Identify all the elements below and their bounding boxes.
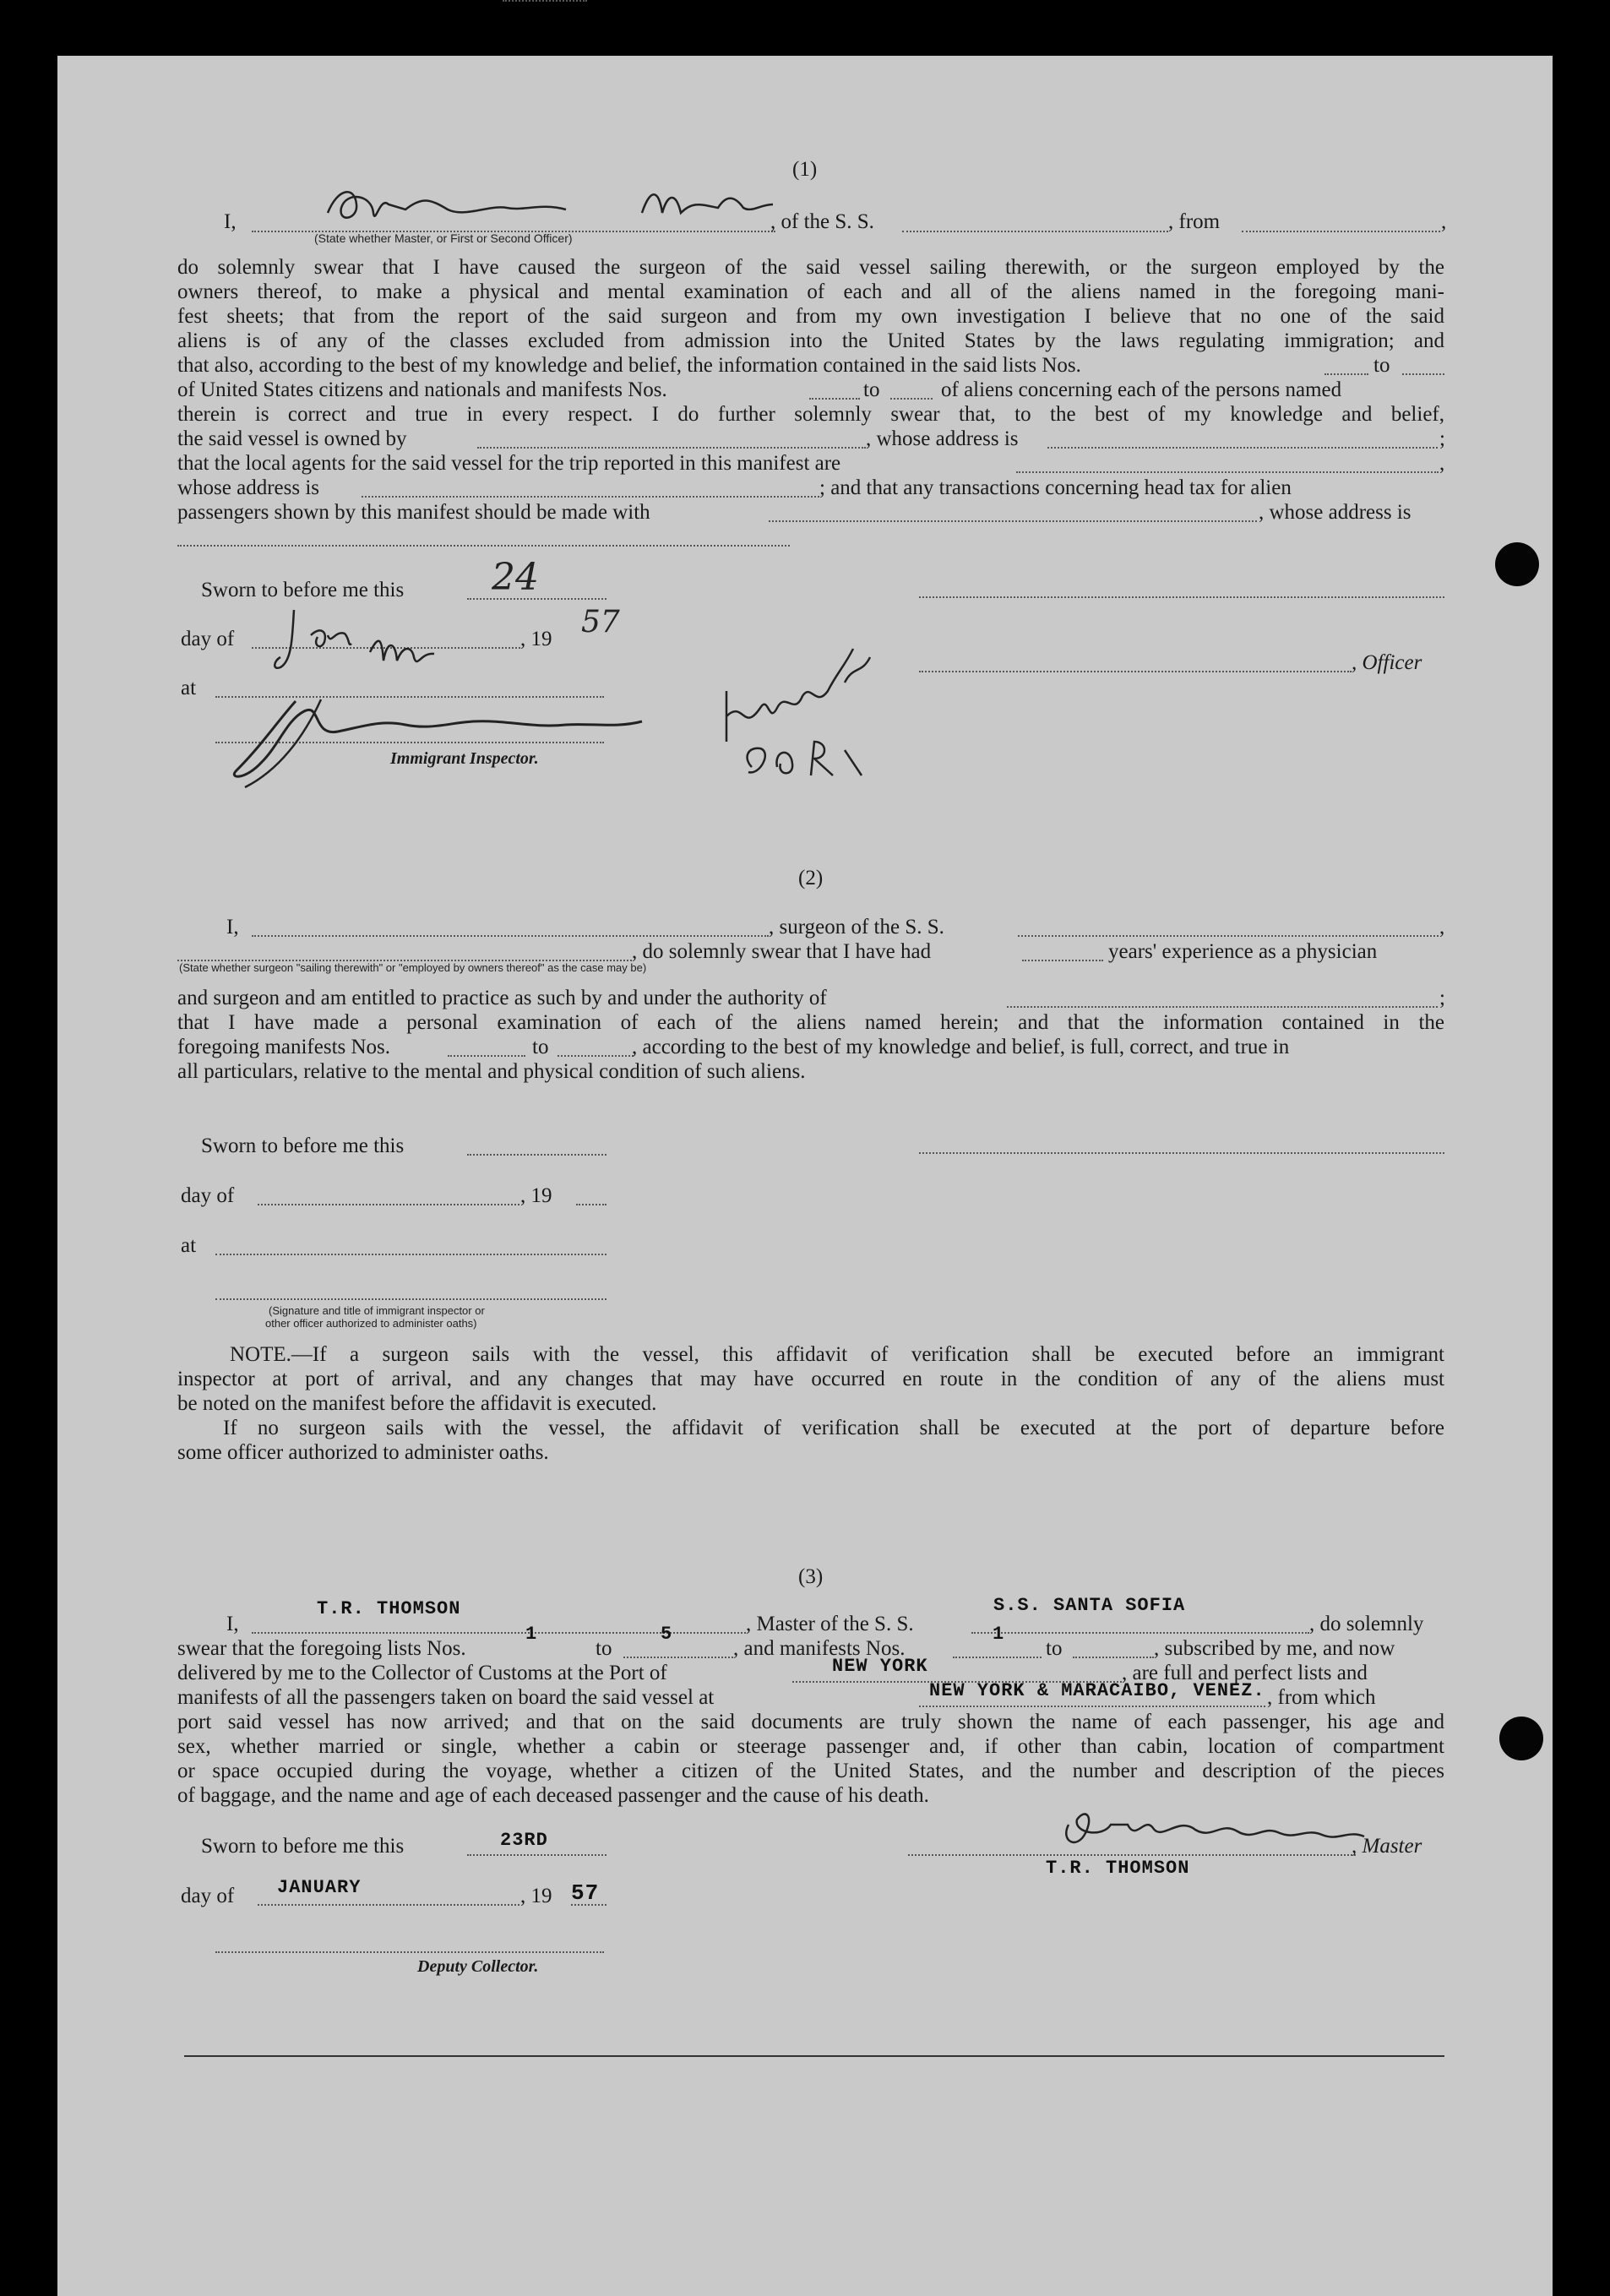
- owner-line: [477, 447, 866, 449]
- oath-i-label: I,: [224, 210, 237, 233]
- surgeon-state-note: (State whether surgeon "sailing therewith" or "employed by owners thereof" as the case may be): [179, 961, 647, 974]
- agents-address-line: [362, 496, 819, 498]
- s3-vessel: S.S. SANTA SOFIA: [993, 1595, 1186, 1616]
- s1-line-9: that the local agents for the said vessel for the trip reported in this manifest are: [177, 452, 841, 475]
- s2-manifests-a: foregoing manifests Nos.: [177, 1036, 391, 1058]
- note-line-5: some officer authorized to administer oaths.: [177, 1441, 549, 1464]
- s1-of-aliens: of aliens concerning each of the persons named: [941, 378, 1342, 401]
- s2-authority: and surgeon and am entitled to practice as such by and under the authority of: [177, 987, 827, 1009]
- s3-day-line: [258, 1904, 519, 1906]
- s3-delivered: delivered by me to the Collector of Customs at the Port of: [177, 1662, 667, 1684]
- s2-signature-line: [919, 1152, 1444, 1154]
- s1-year-suffix: 57: [581, 605, 620, 639]
- s2-year-line: [576, 1204, 606, 1205]
- s1-line-3: fest sheets; that from the report of the said surgeon and from my own investigation I believe that no one of the said: [177, 305, 1444, 328]
- bottom-rule: [184, 2055, 1444, 2057]
- s2-day-of: day of: [181, 1184, 235, 1207]
- s2-semicolon: ;: [1439, 987, 1445, 1009]
- owner-address-line: [1047, 447, 1438, 449]
- years-line: [1022, 960, 1103, 961]
- s3-lists-from: 1: [525, 1624, 538, 1645]
- s3-day-of: day of: [181, 1885, 235, 1907]
- s3-line-1: port said vessel has now arrived; and that on the said documents are truly shown the name of each passenger, his age and: [177, 1711, 1444, 1733]
- s3-year-suffix: 57: [571, 1880, 600, 1906]
- s2-particulars: all particulars, relative to the mental and physical condition of such aliens.: [177, 1060, 806, 1083]
- s3-manifests-from-line: [953, 1657, 1042, 1658]
- s1-sworn-day: 24: [492, 556, 539, 599]
- manifests-from-line: [809, 398, 860, 400]
- s3-full-perfect: , are full and perfect lists and: [1122, 1662, 1368, 1684]
- section-3-number: (3): [798, 1565, 824, 1588]
- s3-year-prefix: , 19: [520, 1885, 552, 1907]
- s3-sworn-day: 23RD: [500, 1830, 548, 1851]
- s1-to-1: to: [1373, 354, 1390, 377]
- s3-master-of: , Master of the S. S.: [746, 1613, 914, 1635]
- note-line-4: If no surgeon sails with the vessel, the affidavit of verification shall be executed at the port of departure before: [223, 1417, 1444, 1439]
- s2-comma: ,: [1439, 916, 1445, 939]
- s2-year: , 19: [520, 1184, 552, 1207]
- s3-master-typed: T.R. THOMSON: [1046, 1858, 1190, 1879]
- master-signature-handwriting: [321, 179, 794, 235]
- punch-hole-bottom: [1499, 1717, 1543, 1760]
- s3-line-4: of baggage, and the name and age of each deceased passenger and the cause of his death.: [177, 1784, 929, 1807]
- officer-state-note: (State whether Master, or First or Second Officer): [314, 231, 573, 245]
- note-line-2: inspector at port of arrival, and any changes that may have occurred en route in the condition of any of the aliens must: [177, 1368, 1444, 1390]
- s2-surgeon-of: , surgeon of the S. S.: [769, 916, 944, 939]
- s2-manifests-to-line: [558, 1055, 634, 1057]
- from-comma: ,: [1441, 210, 1447, 233]
- s2-manifests-b: , according to the best of my knowledge and belief, is full, correct, and true in: [632, 1036, 1290, 1058]
- s2-at: at: [181, 1234, 197, 1257]
- s3-lists-from-line: [503, 0, 587, 2]
- s1-year-prefix: , 19: [520, 628, 552, 650]
- note-line-1: NOTE.—If a surgeon sails with the vessel, this affidavit of verification shall be executed before an immigrant: [230, 1343, 1444, 1366]
- s3-subscribed: , subscribed by me, and now: [1154, 1637, 1395, 1660]
- s3-sworn: Sworn to before me this: [201, 1835, 405, 1858]
- punch-hole-top: [1495, 542, 1539, 586]
- s3-line-3: or space occupied during the voyage, whether a citizen of the United States, and the number and description of the pieces: [177, 1760, 1444, 1782]
- s3-master-signature-handwriting: [1052, 1799, 1373, 1858]
- deputy-collector-label: Deputy Collector.: [417, 1957, 539, 1976]
- s2-swear: , do solemnly swear that I have had: [632, 940, 932, 963]
- s1-at: at: [181, 677, 197, 699]
- s3-i: I,: [226, 1613, 239, 1635]
- s2-vessel-line: [1018, 935, 1439, 937]
- s3-master-name: T.R. THOMSON: [317, 1598, 461, 1619]
- head-tax-line: [769, 520, 1257, 522]
- s3-lists-to-line: [623, 1657, 733, 1658]
- vessel-line-1: [902, 231, 1168, 232]
- s1-comma-2: ,: [1439, 452, 1445, 475]
- s1-line-4: aliens is of any of the classes excluded from admission into the United States by the laws regulating immigration; and: [177, 329, 1444, 352]
- s2-at-line: [215, 1254, 606, 1255]
- s3-manifests-to-line: [1073, 1657, 1154, 1658]
- s3-vessel-line: [971, 1632, 1309, 1634]
- s1-whose-address-end: , whose address is: [1259, 501, 1411, 524]
- s3-manifests-from: 1: [993, 1624, 1005, 1645]
- agents-line: [1016, 471, 1439, 473]
- s3-manifests-to-label: to: [1046, 1637, 1063, 1660]
- from-label: , from: [1168, 210, 1221, 233]
- s2-sig-note-2: other officer authorized to administer oaths): [265, 1317, 477, 1330]
- s2-exam: that I have made a personal examination of each of the aliens named herein; and that the information contained in the: [177, 1011, 1444, 1034]
- s2-sig-note-1: (Signature and title of immigrant inspector or: [269, 1304, 485, 1317]
- of-the-ss-label: , of the S. S.: [770, 210, 874, 233]
- s2-manifests-from-line: [448, 1055, 525, 1057]
- s1-day-of: day of: [181, 628, 235, 650]
- head-tax-address-line: [177, 545, 790, 547]
- s3-year-line: [571, 1904, 606, 1906]
- deputy-collector-line: [215, 1951, 604, 1953]
- s2-sworn: Sworn to before me this: [201, 1134, 405, 1157]
- s2-sworn-line: [467, 1154, 606, 1156]
- s3-solemnly: , do solemnly: [1309, 1613, 1424, 1635]
- s2-manifests-to: to: [532, 1036, 549, 1058]
- s1-line-7: therein is correct and true in every respect. I do further solemnly swear that, to the best of my knowledge and belief,: [177, 403, 1444, 426]
- s1-line-1: do solemnly swear that I have caused the surgeon of the said vessel sailing therewith, or the surgeon employed by the: [177, 256, 1444, 279]
- lists-to-line: [1402, 373, 1444, 375]
- s2-inspector-line: [215, 1298, 606, 1300]
- s1-line-8: the said vessel is owned by: [177, 427, 407, 450]
- s3-sworn-line: [467, 1854, 606, 1856]
- s2-day-line: [258, 1204, 519, 1205]
- s1-line-10: whose address is: [177, 476, 320, 499]
- s1-line-2: owners thereof, to make a physical and mental examination of each and all of the aliens named in the foregoing mani-: [177, 280, 1444, 303]
- immigrant-inspector-label: Immigrant Inspector.: [390, 749, 539, 768]
- s3-lists-to: 5: [661, 1624, 673, 1645]
- section-2-number: (2): [798, 867, 824, 890]
- s3-and-manifests: , and manifests Nos.: [733, 1637, 906, 1660]
- s1-to-2: to: [863, 378, 880, 401]
- officer-signature-line: [919, 596, 1444, 598]
- s1-head-tax: ; and that any transactions concerning head tax for alien: [819, 476, 1292, 499]
- surgeon-name-line: [252, 935, 769, 937]
- s1-semicolon: ;: [1439, 427, 1445, 450]
- s3-manifests-all: manifests of all the passengers taken on board the said vessel at: [177, 1686, 715, 1709]
- s3-month: JANUARY: [277, 1877, 362, 1898]
- s3-port: NEW YORK: [832, 1656, 928, 1677]
- s1-whose-address: , whose address is: [866, 427, 1019, 450]
- s1-officer-label: , Officer: [1352, 651, 1422, 674]
- s3-swear-lists: swear that the foregoing lists Nos.: [177, 1637, 466, 1660]
- officer-title-line: [919, 671, 1352, 672]
- authority-line: [1007, 1006, 1438, 1008]
- s1-line-5: that also, according to the best of my knowledge and belief, the information contained in the said lists Nos.: [177, 354, 1081, 377]
- s3-from-which: , from which: [1267, 1686, 1376, 1709]
- s1-sworn: Sworn to before me this: [201, 579, 405, 601]
- month-handwriting: [269, 601, 480, 686]
- s3-line-2: sex, whether married or single, whether a cabin or steerage passenger and, if other than cabin, location of compartment: [177, 1735, 1444, 1758]
- s3-master-label: , Master: [1352, 1835, 1422, 1858]
- s3-lists-to-label: to: [596, 1637, 612, 1660]
- s3-departure-line: [919, 1706, 1265, 1707]
- note-line-3: be noted on the manifest before the affidavit is executed.: [177, 1392, 657, 1415]
- s2-years: years' experience as a physician: [1108, 940, 1378, 963]
- s1-line-11: passengers shown by this manifest should be made with: [177, 501, 650, 524]
- inspector-signature-handwriting: [211, 686, 650, 796]
- s3-departure: NEW YORK & MARACAIBO, VENEZ.: [929, 1680, 1265, 1701]
- from-line-1: [1242, 231, 1440, 232]
- lists-from-line: [1324, 373, 1368, 375]
- section-1-number: (1): [792, 158, 818, 181]
- margin-note-handwriting: [710, 615, 921, 784]
- manifests-to-line: [890, 398, 933, 400]
- s1-line-6: of United States citizens and nationals and manifests Nos.: [177, 378, 667, 401]
- s2-i: I,: [226, 916, 239, 939]
